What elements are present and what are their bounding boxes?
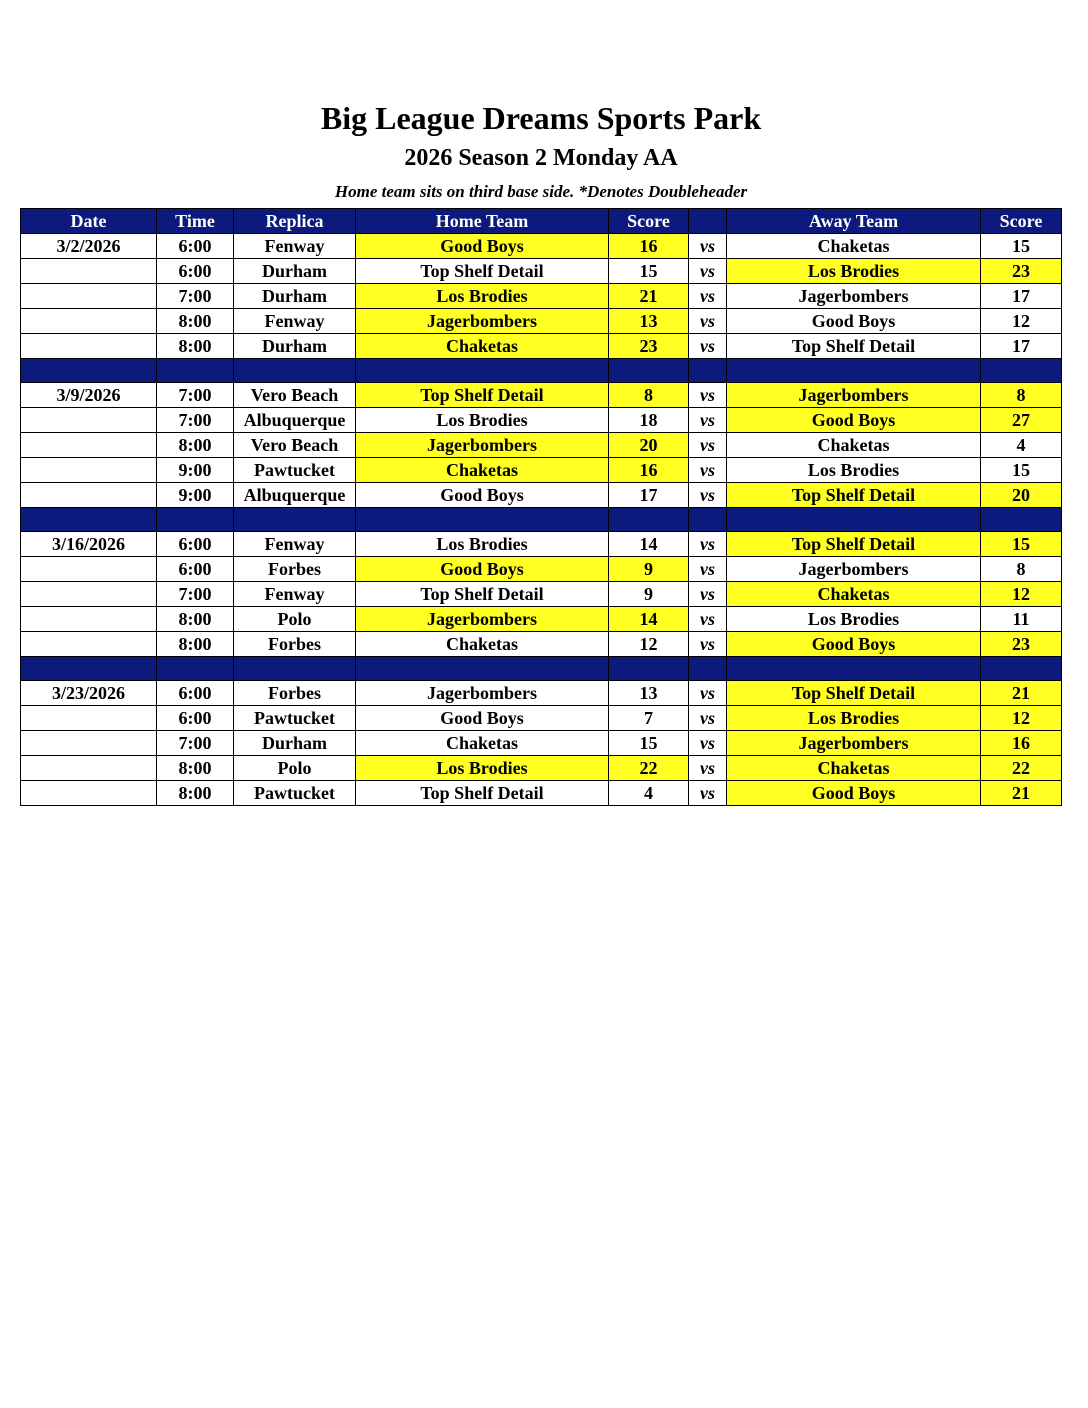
vs-label: vs bbox=[689, 781, 727, 806]
game-date bbox=[21, 408, 157, 433]
home-team: Good Boys bbox=[356, 706, 609, 731]
separator-cell bbox=[689, 657, 727, 681]
col-header-away-score: Score bbox=[981, 209, 1062, 234]
home-score: 14 bbox=[609, 607, 689, 632]
game-date: 3/9/2026 bbox=[21, 383, 157, 408]
game-time: 6:00 bbox=[157, 234, 234, 259]
game-field: Vero Beach bbox=[234, 433, 356, 458]
vs-label: vs bbox=[689, 582, 727, 607]
col-header-home-team: Home Team bbox=[356, 209, 609, 234]
game-date bbox=[21, 284, 157, 309]
vs-label: vs bbox=[689, 284, 727, 309]
table-row bbox=[21, 408, 1062, 433]
game-field: Fenway bbox=[234, 309, 356, 334]
away-score: 22 bbox=[981, 756, 1062, 781]
home-team: Los Brodies bbox=[356, 408, 609, 433]
game-time: 7:00 bbox=[157, 408, 234, 433]
game-time: 7:00 bbox=[157, 731, 234, 756]
vs-label: vs bbox=[689, 706, 727, 731]
away-team: Top Shelf Detail bbox=[727, 681, 981, 706]
home-team: Los Brodies bbox=[356, 284, 609, 309]
col-header-vs bbox=[689, 209, 727, 234]
away-score: 12 bbox=[981, 706, 1062, 731]
away-score: 11 bbox=[981, 607, 1062, 632]
vs-label: vs bbox=[689, 557, 727, 582]
table-row bbox=[21, 309, 1062, 334]
table-row bbox=[21, 433, 1062, 458]
game-time: 8:00 bbox=[157, 632, 234, 657]
schedule-body bbox=[21, 234, 1062, 806]
vs-label: vs bbox=[689, 334, 727, 359]
table-row bbox=[21, 532, 1062, 557]
home-team: Los Brodies bbox=[356, 532, 609, 557]
away-score: 8 bbox=[981, 557, 1062, 582]
table-row bbox=[21, 458, 1062, 483]
away-team: Good Boys bbox=[727, 408, 981, 433]
away-score: 16 bbox=[981, 731, 1062, 756]
separator-cell bbox=[356, 657, 609, 681]
separator-cell bbox=[157, 508, 234, 532]
col-header-home-score: Score bbox=[609, 209, 689, 234]
table-row bbox=[21, 681, 1062, 706]
away-score: 15 bbox=[981, 234, 1062, 259]
game-field: Durham bbox=[234, 731, 356, 756]
separator-cell bbox=[689, 359, 727, 383]
table-row bbox=[21, 756, 1062, 781]
home-team: Chaketas bbox=[356, 334, 609, 359]
game-date: 3/23/2026 bbox=[21, 681, 157, 706]
table-row bbox=[21, 632, 1062, 657]
col-header-date: Date bbox=[21, 209, 157, 234]
table-row bbox=[21, 781, 1062, 806]
vs-label: vs bbox=[689, 483, 727, 508]
away-score: 21 bbox=[981, 781, 1062, 806]
table-row bbox=[21, 582, 1062, 607]
home-score: 16 bbox=[609, 234, 689, 259]
game-field: Durham bbox=[234, 334, 356, 359]
vs-label: vs bbox=[689, 632, 727, 657]
vs-label: vs bbox=[689, 681, 727, 706]
vs-label: vs bbox=[689, 756, 727, 781]
away-team: Los Brodies bbox=[727, 458, 981, 483]
game-date bbox=[21, 632, 157, 657]
away-team: Jagerbombers bbox=[727, 383, 981, 408]
home-score: 20 bbox=[609, 433, 689, 458]
away-score: 15 bbox=[981, 532, 1062, 557]
header-row bbox=[21, 209, 1062, 234]
home-score: 7 bbox=[609, 706, 689, 731]
table-row bbox=[21, 284, 1062, 309]
game-date bbox=[21, 781, 157, 806]
home-team: Jagerbombers bbox=[356, 433, 609, 458]
game-field: Polo bbox=[234, 756, 356, 781]
home-team: Top Shelf Detail bbox=[356, 781, 609, 806]
game-date bbox=[21, 582, 157, 607]
schedule-table bbox=[20, 208, 1062, 806]
game-date bbox=[21, 557, 157, 582]
game-time: 8:00 bbox=[157, 781, 234, 806]
col-header-away-team: Away Team bbox=[727, 209, 981, 234]
game-field: Durham bbox=[234, 284, 356, 309]
home-score: 9 bbox=[609, 582, 689, 607]
game-time: 8:00 bbox=[157, 309, 234, 334]
game-field: Pawtucket bbox=[234, 458, 356, 483]
away-team: Jagerbombers bbox=[727, 731, 981, 756]
game-field: Albuquerque bbox=[234, 483, 356, 508]
vs-label: vs bbox=[689, 259, 727, 284]
separator-cell bbox=[356, 508, 609, 532]
separator-cell bbox=[727, 359, 981, 383]
home-team: Good Boys bbox=[356, 483, 609, 508]
away-team: Good Boys bbox=[727, 309, 981, 334]
week-separator-row bbox=[21, 657, 1062, 681]
separator-cell bbox=[981, 359, 1062, 383]
away-team: Chaketas bbox=[727, 433, 981, 458]
game-date bbox=[21, 706, 157, 731]
away-team: Jagerbombers bbox=[727, 284, 981, 309]
game-date: 3/16/2026 bbox=[21, 532, 157, 557]
home-team: Jagerbombers bbox=[356, 309, 609, 334]
separator-cell bbox=[727, 657, 981, 681]
separator-cell bbox=[356, 359, 609, 383]
away-team: Good Boys bbox=[727, 632, 981, 657]
away-team: Los Brodies bbox=[727, 259, 981, 284]
away-score: 12 bbox=[981, 309, 1062, 334]
away-score: 23 bbox=[981, 632, 1062, 657]
away-team: Chaketas bbox=[727, 582, 981, 607]
away-score: 27 bbox=[981, 408, 1062, 433]
game-field: Forbes bbox=[234, 632, 356, 657]
home-score: 9 bbox=[609, 557, 689, 582]
game-time: 8:00 bbox=[157, 756, 234, 781]
game-field: Fenway bbox=[234, 582, 356, 607]
game-field: Polo bbox=[234, 607, 356, 632]
game-date bbox=[21, 259, 157, 284]
game-time: 7:00 bbox=[157, 383, 234, 408]
separator-cell bbox=[234, 508, 356, 532]
away-score: 23 bbox=[981, 259, 1062, 284]
separator-cell bbox=[609, 508, 689, 532]
separator-cell bbox=[157, 359, 234, 383]
game-time: 6:00 bbox=[157, 259, 234, 284]
table-row bbox=[21, 483, 1062, 508]
separator-cell bbox=[609, 359, 689, 383]
home-score: 12 bbox=[609, 632, 689, 657]
game-field: Forbes bbox=[234, 557, 356, 582]
home-score: 13 bbox=[609, 309, 689, 334]
separator-cell bbox=[609, 657, 689, 681]
home-score: 17 bbox=[609, 483, 689, 508]
game-time: 9:00 bbox=[157, 483, 234, 508]
home-score: 23 bbox=[609, 334, 689, 359]
game-field: Fenway bbox=[234, 234, 356, 259]
game-date bbox=[21, 433, 157, 458]
game-date: 3/2/2026 bbox=[21, 234, 157, 259]
home-team: Jagerbombers bbox=[356, 681, 609, 706]
col-header-time: Time bbox=[157, 209, 234, 234]
page-subtitle: 2026 Season 2 Monday AA bbox=[404, 145, 678, 171]
away-team: Top Shelf Detail bbox=[727, 483, 981, 508]
home-score: 8 bbox=[609, 383, 689, 408]
vs-label: vs bbox=[689, 309, 727, 334]
away-score: 20 bbox=[981, 483, 1062, 508]
away-score: 21 bbox=[981, 681, 1062, 706]
game-time: 6:00 bbox=[157, 681, 234, 706]
home-score: 15 bbox=[609, 259, 689, 284]
home-team: Top Shelf Detail bbox=[356, 259, 609, 284]
home-score: 13 bbox=[609, 681, 689, 706]
table-row bbox=[21, 259, 1062, 284]
game-time: 8:00 bbox=[157, 433, 234, 458]
vs-label: vs bbox=[689, 532, 727, 557]
away-team: Top Shelf Detail bbox=[727, 334, 981, 359]
game-field: Durham bbox=[234, 259, 356, 284]
home-team: Chaketas bbox=[356, 731, 609, 756]
table-row bbox=[21, 557, 1062, 582]
game-field: Vero Beach bbox=[234, 383, 356, 408]
home-team: Los Brodies bbox=[356, 756, 609, 781]
vs-label: vs bbox=[689, 458, 727, 483]
game-date bbox=[21, 607, 157, 632]
home-team: Good Boys bbox=[356, 557, 609, 582]
game-date bbox=[21, 756, 157, 781]
home-score: 14 bbox=[609, 532, 689, 557]
home-team: Jagerbombers bbox=[356, 607, 609, 632]
home-score: 21 bbox=[609, 284, 689, 309]
game-time: 9:00 bbox=[157, 458, 234, 483]
vs-label: vs bbox=[689, 433, 727, 458]
away-score: 8 bbox=[981, 383, 1062, 408]
away-score: 4 bbox=[981, 433, 1062, 458]
game-date bbox=[21, 483, 157, 508]
home-score: 18 bbox=[609, 408, 689, 433]
away-team: Chaketas bbox=[727, 756, 981, 781]
game-date bbox=[21, 309, 157, 334]
vs-label: vs bbox=[689, 408, 727, 433]
game-time: 6:00 bbox=[157, 532, 234, 557]
game-time: 6:00 bbox=[157, 706, 234, 731]
separator-cell bbox=[157, 657, 234, 681]
home-score: 15 bbox=[609, 731, 689, 756]
game-date bbox=[21, 334, 157, 359]
game-field: Pawtucket bbox=[234, 781, 356, 806]
home-team: Chaketas bbox=[356, 458, 609, 483]
separator-cell bbox=[234, 359, 356, 383]
away-team: Good Boys bbox=[727, 781, 981, 806]
table-row bbox=[21, 234, 1062, 259]
away-score: 12 bbox=[981, 582, 1062, 607]
game-time: 7:00 bbox=[157, 582, 234, 607]
away-team: Los Brodies bbox=[727, 607, 981, 632]
table-row bbox=[21, 731, 1062, 756]
week-separator-row bbox=[21, 359, 1062, 383]
home-team: Top Shelf Detail bbox=[356, 582, 609, 607]
away-team: Chaketas bbox=[727, 234, 981, 259]
table-row bbox=[21, 383, 1062, 408]
vs-label: vs bbox=[689, 383, 727, 408]
table-row bbox=[21, 607, 1062, 632]
away-team: Jagerbombers bbox=[727, 557, 981, 582]
vs-label: vs bbox=[689, 731, 727, 756]
away-team: Los Brodies bbox=[727, 706, 981, 731]
home-team: Good Boys bbox=[356, 234, 609, 259]
game-time: 8:00 bbox=[157, 334, 234, 359]
game-date bbox=[21, 731, 157, 756]
table-row bbox=[21, 334, 1062, 359]
schedule-note: Home team sits on third base side. *Denotes Doubleheader bbox=[334, 182, 748, 201]
game-field: Forbes bbox=[234, 681, 356, 706]
game-date bbox=[21, 458, 157, 483]
col-header-replica: Replica bbox=[234, 209, 356, 234]
separator-cell bbox=[981, 657, 1062, 681]
game-field: Fenway bbox=[234, 532, 356, 557]
game-time: 8:00 bbox=[157, 607, 234, 632]
separator-cell bbox=[21, 359, 157, 383]
week-separator-row bbox=[21, 508, 1062, 532]
separator-cell bbox=[727, 508, 981, 532]
away-team: Top Shelf Detail bbox=[727, 532, 981, 557]
vs-label: vs bbox=[689, 234, 727, 259]
home-team: Chaketas bbox=[356, 632, 609, 657]
away-score: 17 bbox=[981, 284, 1062, 309]
separator-cell bbox=[234, 657, 356, 681]
away-score: 15 bbox=[981, 458, 1062, 483]
home-score: 4 bbox=[609, 781, 689, 806]
table-row bbox=[21, 706, 1062, 731]
separator-cell bbox=[21, 657, 157, 681]
game-field: Pawtucket bbox=[234, 706, 356, 731]
game-time: 7:00 bbox=[157, 284, 234, 309]
home-score: 22 bbox=[609, 756, 689, 781]
separator-cell bbox=[981, 508, 1062, 532]
page-title: Big League Dreams Sports Park bbox=[320, 100, 762, 136]
home-team: Top Shelf Detail bbox=[356, 383, 609, 408]
vs-label: vs bbox=[689, 607, 727, 632]
separator-cell bbox=[689, 508, 727, 532]
game-time: 6:00 bbox=[157, 557, 234, 582]
game-field: Albuquerque bbox=[234, 408, 356, 433]
away-score: 17 bbox=[981, 334, 1062, 359]
home-score: 16 bbox=[609, 458, 689, 483]
separator-cell bbox=[21, 508, 157, 532]
